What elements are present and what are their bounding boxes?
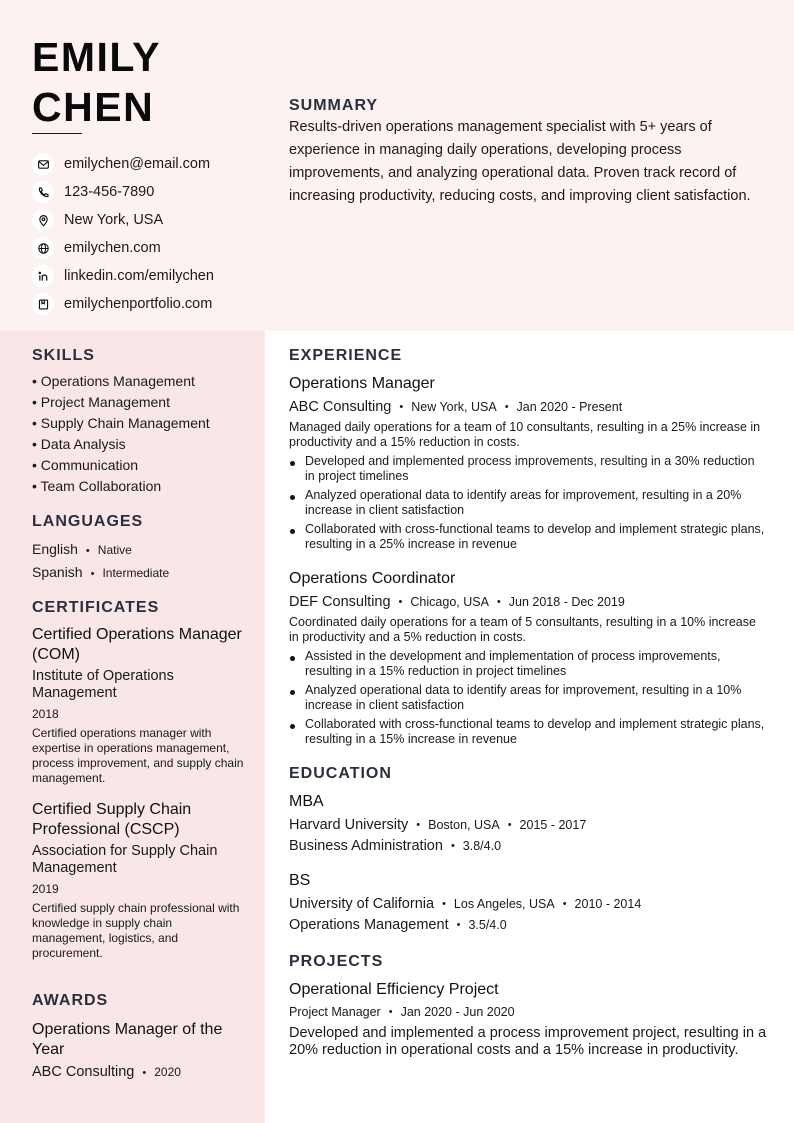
portfolio-icon bbox=[32, 293, 54, 315]
language-row: English • Native bbox=[32, 541, 132, 557]
project-name: Operational Efficiency Project bbox=[289, 981, 499, 998]
name-divider bbox=[32, 133, 82, 134]
contact-phone[interactable] bbox=[32, 178, 257, 206]
section-title: SKILLS bbox=[32, 347, 95, 364]
job-item bbox=[289, 374, 767, 552]
job-title: Operations Manager bbox=[289, 375, 435, 392]
awards-section bbox=[32, 992, 247, 1084]
award-meta: ABC Consulting • 2020 bbox=[32, 1064, 181, 1080]
contact-email[interactable] bbox=[32, 150, 257, 178]
certificate-item bbox=[32, 625, 247, 786]
contact-text: emilychenportfolio.com bbox=[64, 296, 213, 312]
list-item: • Supply Chain Management bbox=[32, 415, 210, 431]
contact-text: New York, USA bbox=[64, 212, 164, 228]
certificates-section bbox=[32, 599, 247, 961]
name-last: CHEN bbox=[32, 84, 155, 130]
job-item bbox=[289, 569, 767, 747]
contact-location bbox=[32, 206, 257, 234]
certificate-org: Institute of Operations Management bbox=[32, 668, 174, 701]
globe-icon bbox=[32, 237, 54, 259]
education-section bbox=[289, 765, 767, 934]
section-title: SUMMARY bbox=[289, 97, 379, 114]
contact-portfolio[interactable] bbox=[32, 290, 257, 318]
summary-section bbox=[289, 97, 767, 208]
contact-text: emilychen.com bbox=[64, 240, 161, 256]
list-item: Analyzed operational data to identify areas for improvement, resulting in a 20% increase in client satisfaction bbox=[289, 488, 767, 518]
projects-section bbox=[289, 953, 767, 1059]
contact-linkedin[interactable] bbox=[32, 262, 257, 290]
list-item: • Operations Management bbox=[32, 373, 195, 389]
award-item bbox=[32, 1020, 247, 1084]
experience-section bbox=[289, 347, 767, 747]
section-title: PROJECTS bbox=[289, 953, 384, 970]
section-title: EXPERIENCE bbox=[289, 347, 403, 364]
skills-section bbox=[32, 347, 247, 497]
mail-icon bbox=[32, 153, 54, 175]
summary-text: Results-driven operations management specialist with 5+ years of experience in managing daily operations, developing process improvements, and analyzing operational data. Proven track record of increasing productivity, reducing costs, and improving client satisfaction. bbox=[289, 119, 751, 204]
phone-icon bbox=[32, 181, 54, 203]
certificate-item bbox=[32, 800, 247, 961]
job-title: Operations Coordinator bbox=[289, 570, 456, 587]
job-bullets bbox=[289, 649, 767, 747]
project-meta: Project Manager • Jan 2020 - Jun 2020 bbox=[289, 1005, 515, 1019]
linkedin-icon bbox=[32, 265, 54, 287]
list-item: Analyzed operational data to identify areas for improvement, resulting in a 10% increase in client satisfaction bbox=[289, 683, 767, 713]
contact-text: emilychen@email.com bbox=[64, 156, 211, 172]
contact-text: 123-456-7890 bbox=[64, 184, 155, 200]
list-item: • Project Management bbox=[32, 394, 170, 410]
job-meta: DEF Consulting • Chicago, USA • Jun 2018 - Dec 2019 bbox=[289, 594, 625, 610]
name-first: EMILY bbox=[32, 34, 162, 80]
candidate-name bbox=[32, 32, 252, 132]
certificate-desc: Certified operations manager with expertise in operations management, process improvement, and supply chain management. bbox=[32, 726, 244, 785]
degree: MBA bbox=[289, 793, 324, 810]
certificate-year: 2019 bbox=[32, 882, 59, 896]
location-icon bbox=[32, 209, 54, 231]
award-name: Operations Manager of the Year bbox=[32, 1021, 223, 1058]
list-item: • Team Collaboration bbox=[32, 478, 162, 494]
contact-list bbox=[32, 150, 257, 318]
job-meta: ABC Consulting • New York, USA • Jan 2020 - Present bbox=[289, 399, 623, 415]
certificate-desc: Certified supply chain professional with knowledge in supply chain management, logistics, and procurement. bbox=[32, 901, 240, 960]
list-item: Assisted in the development and implementation of process improvements, resulting in a 15% reduction in project timelines bbox=[289, 649, 767, 679]
certificate-year: 2018 bbox=[32, 707, 59, 721]
contact-text: linkedin.com/emilychen bbox=[64, 268, 214, 284]
contact-website[interactable] bbox=[32, 234, 257, 262]
section-title: AWARDS bbox=[32, 992, 109, 1009]
languages-section bbox=[32, 513, 247, 585]
certificate-name: Certified Supply Chain Professional (CSCP) bbox=[32, 801, 192, 838]
education-item bbox=[289, 792, 767, 855]
list-item: • Data Analysis bbox=[32, 436, 126, 452]
job-desc: Coordinated daily operations for a team of 5 consultants, resulting in a 10% increase in productivity and a 5% reduction in costs. bbox=[289, 615, 756, 644]
list-item: • Communication bbox=[32, 457, 139, 473]
education-meta: University of California • Los Angeles, USA • 2010 - 2014 bbox=[289, 896, 642, 912]
certificate-org: Association for Supply Chain Management bbox=[32, 843, 218, 876]
list-item: Collaborated with cross-functional teams to develop and implement strategic plans, resulting in a 15% increase in revenue bbox=[289, 717, 767, 747]
project-desc: Developed and implemented a process improvement project, resulting in a 20% reduction in operational costs and a 15% increase in productivity. bbox=[289, 1025, 767, 1058]
certificate-name: Certified Operations Manager (COM) bbox=[32, 626, 242, 663]
job-bullets bbox=[289, 454, 767, 552]
section-title: LANGUAGES bbox=[32, 513, 144, 530]
section-title: CERTIFICATES bbox=[32, 599, 160, 616]
education-item bbox=[289, 871, 767, 934]
list-item: Developed and implemented process improvements, resulting in a 30% reduction in project timelines bbox=[289, 454, 767, 484]
list-item: Collaborated with cross-functional teams to develop and implement strategic plans, resulting in a 25% increase in revenue bbox=[289, 522, 767, 552]
project-item bbox=[289, 980, 767, 1059]
education-field: Operations Management • 3.5/4.0 bbox=[289, 917, 507, 933]
skills-list bbox=[32, 371, 247, 497]
education-meta: Harvard University • Boston, USA • 2015 - 2017 bbox=[289, 817, 587, 833]
section-title: EDUCATION bbox=[289, 765, 392, 782]
job-desc: Managed daily operations for a team of 10 consultants, resulting in a 25% increase in productivity and a 15% reduction in costs. bbox=[289, 420, 761, 449]
language-row: Spanish • Intermediate bbox=[32, 564, 170, 580]
degree: BS bbox=[289, 872, 311, 889]
education-field: Business Administration • 3.8/4.0 bbox=[289, 838, 502, 854]
